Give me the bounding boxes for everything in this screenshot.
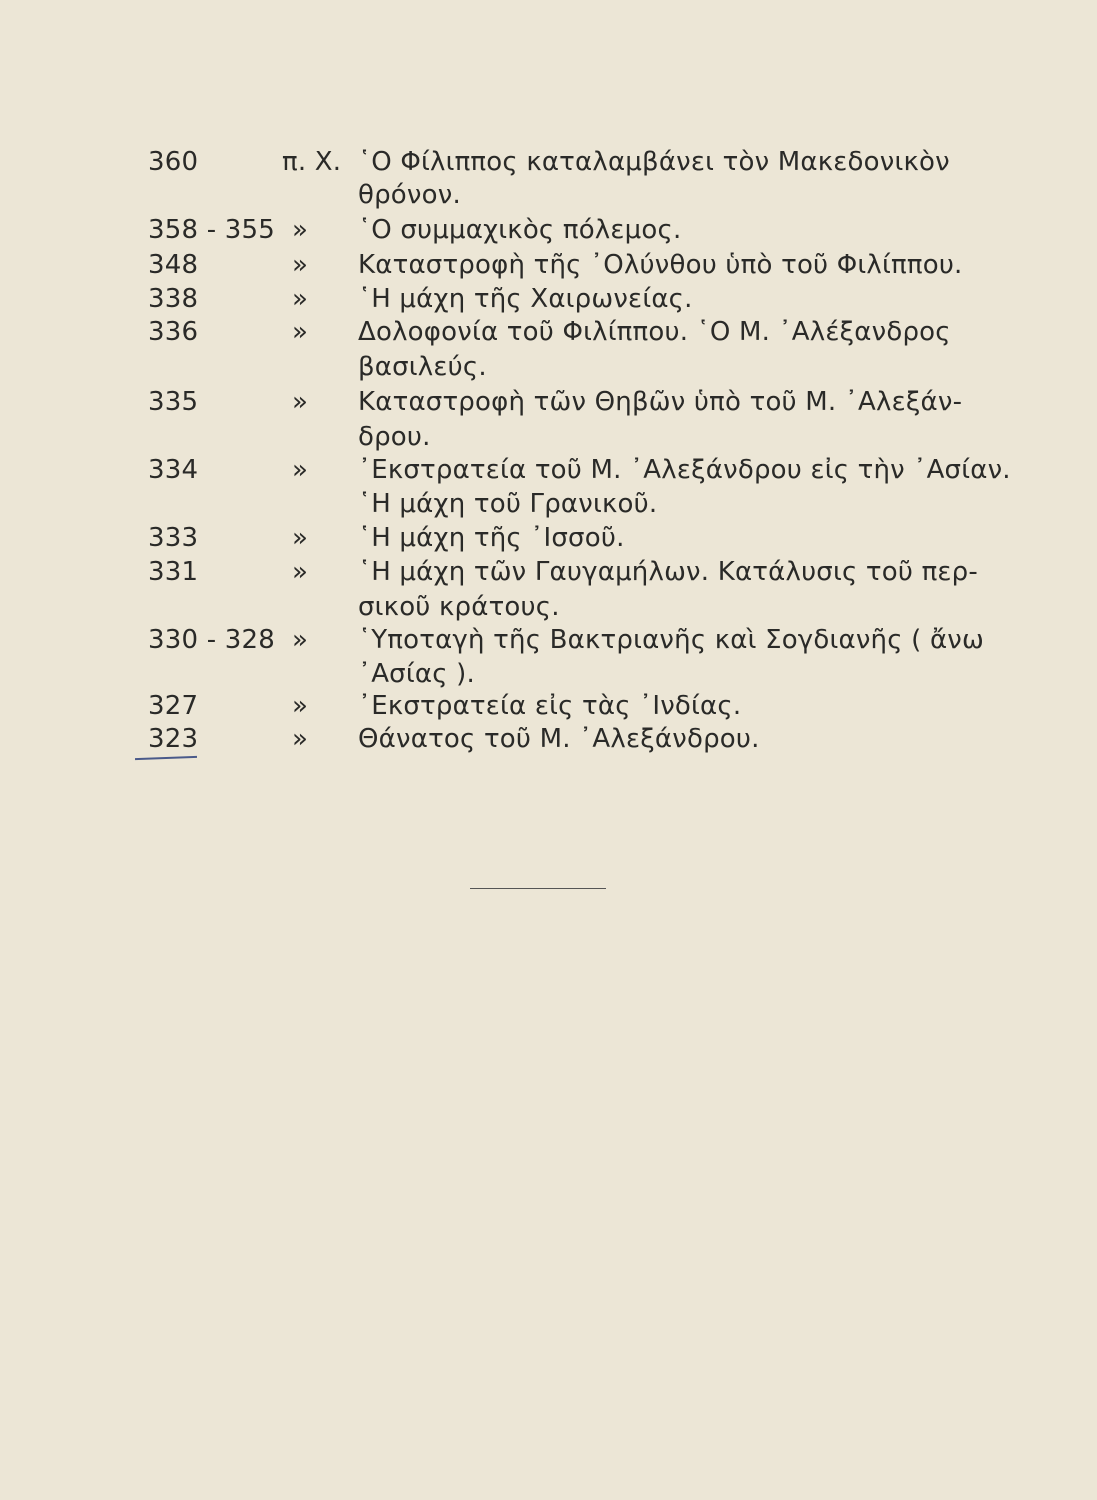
entry-ditto: » (292, 724, 309, 754)
entry-year: 335 (148, 387, 199, 417)
entry-ditto: » (292, 317, 309, 347)
entry-event-line: θρόνον. (358, 180, 461, 210)
entry-event-line: Καταστροφὴ τῶν Θηβῶν ὑπὸ τοῦ Μ. ᾿Αλεξάν- (358, 387, 963, 417)
entry-event-line: ᾿Εκστρατεία εἰς τὰς ᾿Ινδίας. (358, 691, 742, 721)
entry-ditto: » (292, 625, 309, 655)
entry-event-line: ᾿Εκστρατεία τοῦ Μ. ᾿Αλεξάνδρου εἰς τὴν ᾿Ασίαν. (358, 455, 1011, 485)
entry-event-line: ῾Υποταγὴ τῆς Βακτριανῆς καὶ Σογδιανῆς ( ἄνω (358, 625, 984, 655)
entry-ditto: » (292, 691, 309, 721)
entry-event-line: Δολοφονία τοῦ Φιλίππου. ῾Ο Μ. ᾿Αλέξανδρος (358, 317, 951, 347)
entry-ditto: » (292, 215, 309, 245)
entry-event-line: Θάνατος τοῦ Μ. ᾿Αλεξάνδρου. (358, 724, 760, 754)
entry-ditto: » (292, 387, 309, 417)
entry-event-line: ῾Η μάχη τοῦ Γρανικοῦ. (358, 489, 658, 519)
entry-ditto: » (292, 523, 309, 553)
entry-event-line: Καταστροφὴ τῆς ᾿Ολύνθου ὑπὸ τοῦ Φιλίππου. (358, 250, 963, 280)
entry-year: 323 (148, 724, 199, 754)
entry-year: 338 (148, 284, 199, 314)
entry-event-line: ῾Ο Φίλιππος καταλαμβάνει τὸν Μακεδονικὸν (358, 147, 950, 177)
entry-event-line: ῾Ο συμμαχικὸς πόλεμος. (358, 215, 682, 245)
entry-ditto: » (292, 250, 309, 280)
entry-year: 336 (148, 317, 199, 347)
entry-ditto: » (292, 284, 309, 314)
entry-year: 360 (148, 147, 199, 177)
entry-year: 327 (148, 691, 199, 721)
entry-ditto: » (292, 557, 309, 587)
entry-year: 348 (148, 250, 199, 280)
entry-event-line: σικοῦ κράτους. (358, 592, 560, 622)
entry-era: π. Χ. (282, 147, 342, 177)
entry-year: 331 (148, 557, 199, 587)
entry-event-line: ῾Η μάχη τῆς ᾿Ισσοῦ. (358, 523, 625, 553)
entry-event-line: ῾Η μάχη τῶν Γαυγαμήλων. Κατάλυσις τοῦ περ- (358, 557, 978, 587)
entry-ditto: » (292, 455, 309, 485)
entry-event-line: ῾Η μάχη τῆς Χαιρωνείας. (358, 284, 693, 314)
entry-year: 333 (148, 523, 199, 553)
entry-event-line: δρου. (358, 422, 431, 452)
entry-event-line: βασιλεύς. (358, 352, 487, 382)
entry-year: 358 - 355 (148, 215, 275, 245)
entry-year: 334 (148, 455, 199, 485)
entry-event-line: ᾿Ασίας ). (358, 659, 475, 689)
entry-year: 330 - 328 (148, 625, 275, 655)
pen-underline-mark (135, 756, 197, 760)
separator-rule (470, 888, 606, 889)
